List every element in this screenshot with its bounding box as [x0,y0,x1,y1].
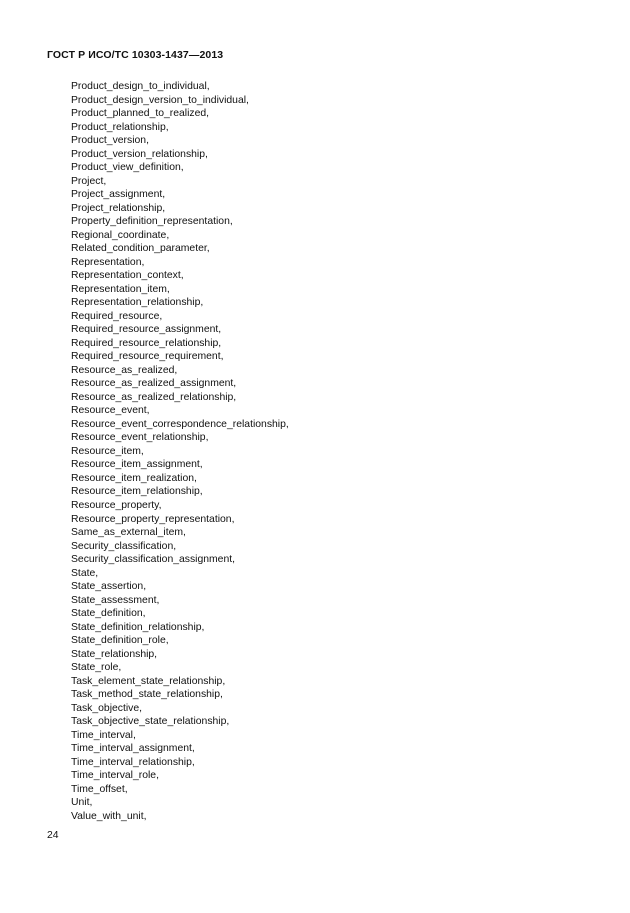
entity-list-item: Representation, [71,256,145,268]
entity-list-item: Task_method_state_relationship, [71,689,223,701]
page-number: 24 [47,830,59,841]
entity-list-item: Time_interval_assignment, [71,743,195,755]
entity-list-item: Required_resource_requirement, [71,351,224,363]
entity-list-item: State, [71,567,99,579]
entity-list-item: Required_resource, [71,310,163,322]
entity-list-item: Required_resource_relationship, [71,337,222,349]
entity-list-item: Resource_event_relationship, [71,432,209,444]
entity-list-item: Resource_as_realized, [71,364,178,376]
entity-list-item: Resource_as_realized_assignment, [71,378,237,390]
entity-list-item: Product_relationship, [71,121,169,133]
entity-list-item: State_relationship, [71,648,158,660]
entity-list-item: Resource_property_representation, [71,513,235,525]
entity-list-item: Time_interval_relationship, [71,756,195,768]
entity-list-item: Time_offset, [71,783,128,795]
entity-list-item: Resource_event, [71,405,150,417]
entity-list-item: Same_as_external_item, [71,527,186,539]
entity-list [71,80,289,823]
entity-list-item: Unit, [71,797,93,809]
entity-list-item: Resource_item_realization, [71,472,197,484]
entity-list-item: State_role, [71,662,122,674]
entity-list-item: Regional_coordinate, [71,229,170,241]
entity-list-item: Security_classification_assignment, [71,554,236,566]
entity-list-item: Resource_property, [71,499,162,511]
entity-list-item: Time_interval_role, [71,770,159,782]
entity-list-item: Task_objective, [71,702,143,714]
entity-list-item: Value_with_unit, [71,810,147,822]
entity-list-item: Resource_item, [71,445,144,457]
entity-list-item: Resource_event_correspondence_relationship, [71,418,289,430]
entity-list-item: Security_classification, [71,540,177,552]
entity-list-item: Task_element_state_relationship, [71,675,226,687]
entity-list-item: Representation_item, [71,283,170,295]
entity-list-item: State_definition_relationship, [71,621,205,633]
entity-list-item: Product_view_definition, [71,162,184,174]
entity-list-item: Resource_as_realized_relationship, [71,391,237,403]
entity-list-item: State_assessment, [71,594,160,606]
document-header: ГОСТ Р ИСО/ТС 10303-1437—2013 [47,49,224,61]
entity-list-item: State_definition_role, [71,635,169,647]
entity-list-item: Product_design_version_to_individual, [71,94,249,106]
entity-list-item: Resource_item_relationship, [71,486,203,498]
entity-list-item: Representation_context, [71,270,184,282]
entity-list-item: State_definition, [71,608,146,620]
entity-list-item: Required_resource_assignment, [71,324,222,336]
entity-list-item: Product_version, [71,135,149,147]
entity-list-item: Project_relationship, [71,202,166,214]
entity-list-item: State_assertion, [71,581,147,593]
entity-list-item: Representation_relationship, [71,297,204,309]
entity-list-item: Resource_item_assignment, [71,459,203,471]
entity-list-item: Project, [71,175,107,187]
entity-list-item: Property_definition_representation, [71,216,233,228]
entity-list-item: Project_assignment, [71,189,166,201]
entity-list-item: Time_interval, [71,729,136,741]
entity-list-item: Product_version_relationship, [71,148,208,160]
entity-list-item: Product_design_to_individual, [71,81,210,92]
entity-list-item: Product_planned_to_realized, [71,108,210,120]
entity-list-item: Task_objective_state_relationship, [71,716,230,728]
entity-list-item: Related_condition_parameter, [71,243,210,255]
